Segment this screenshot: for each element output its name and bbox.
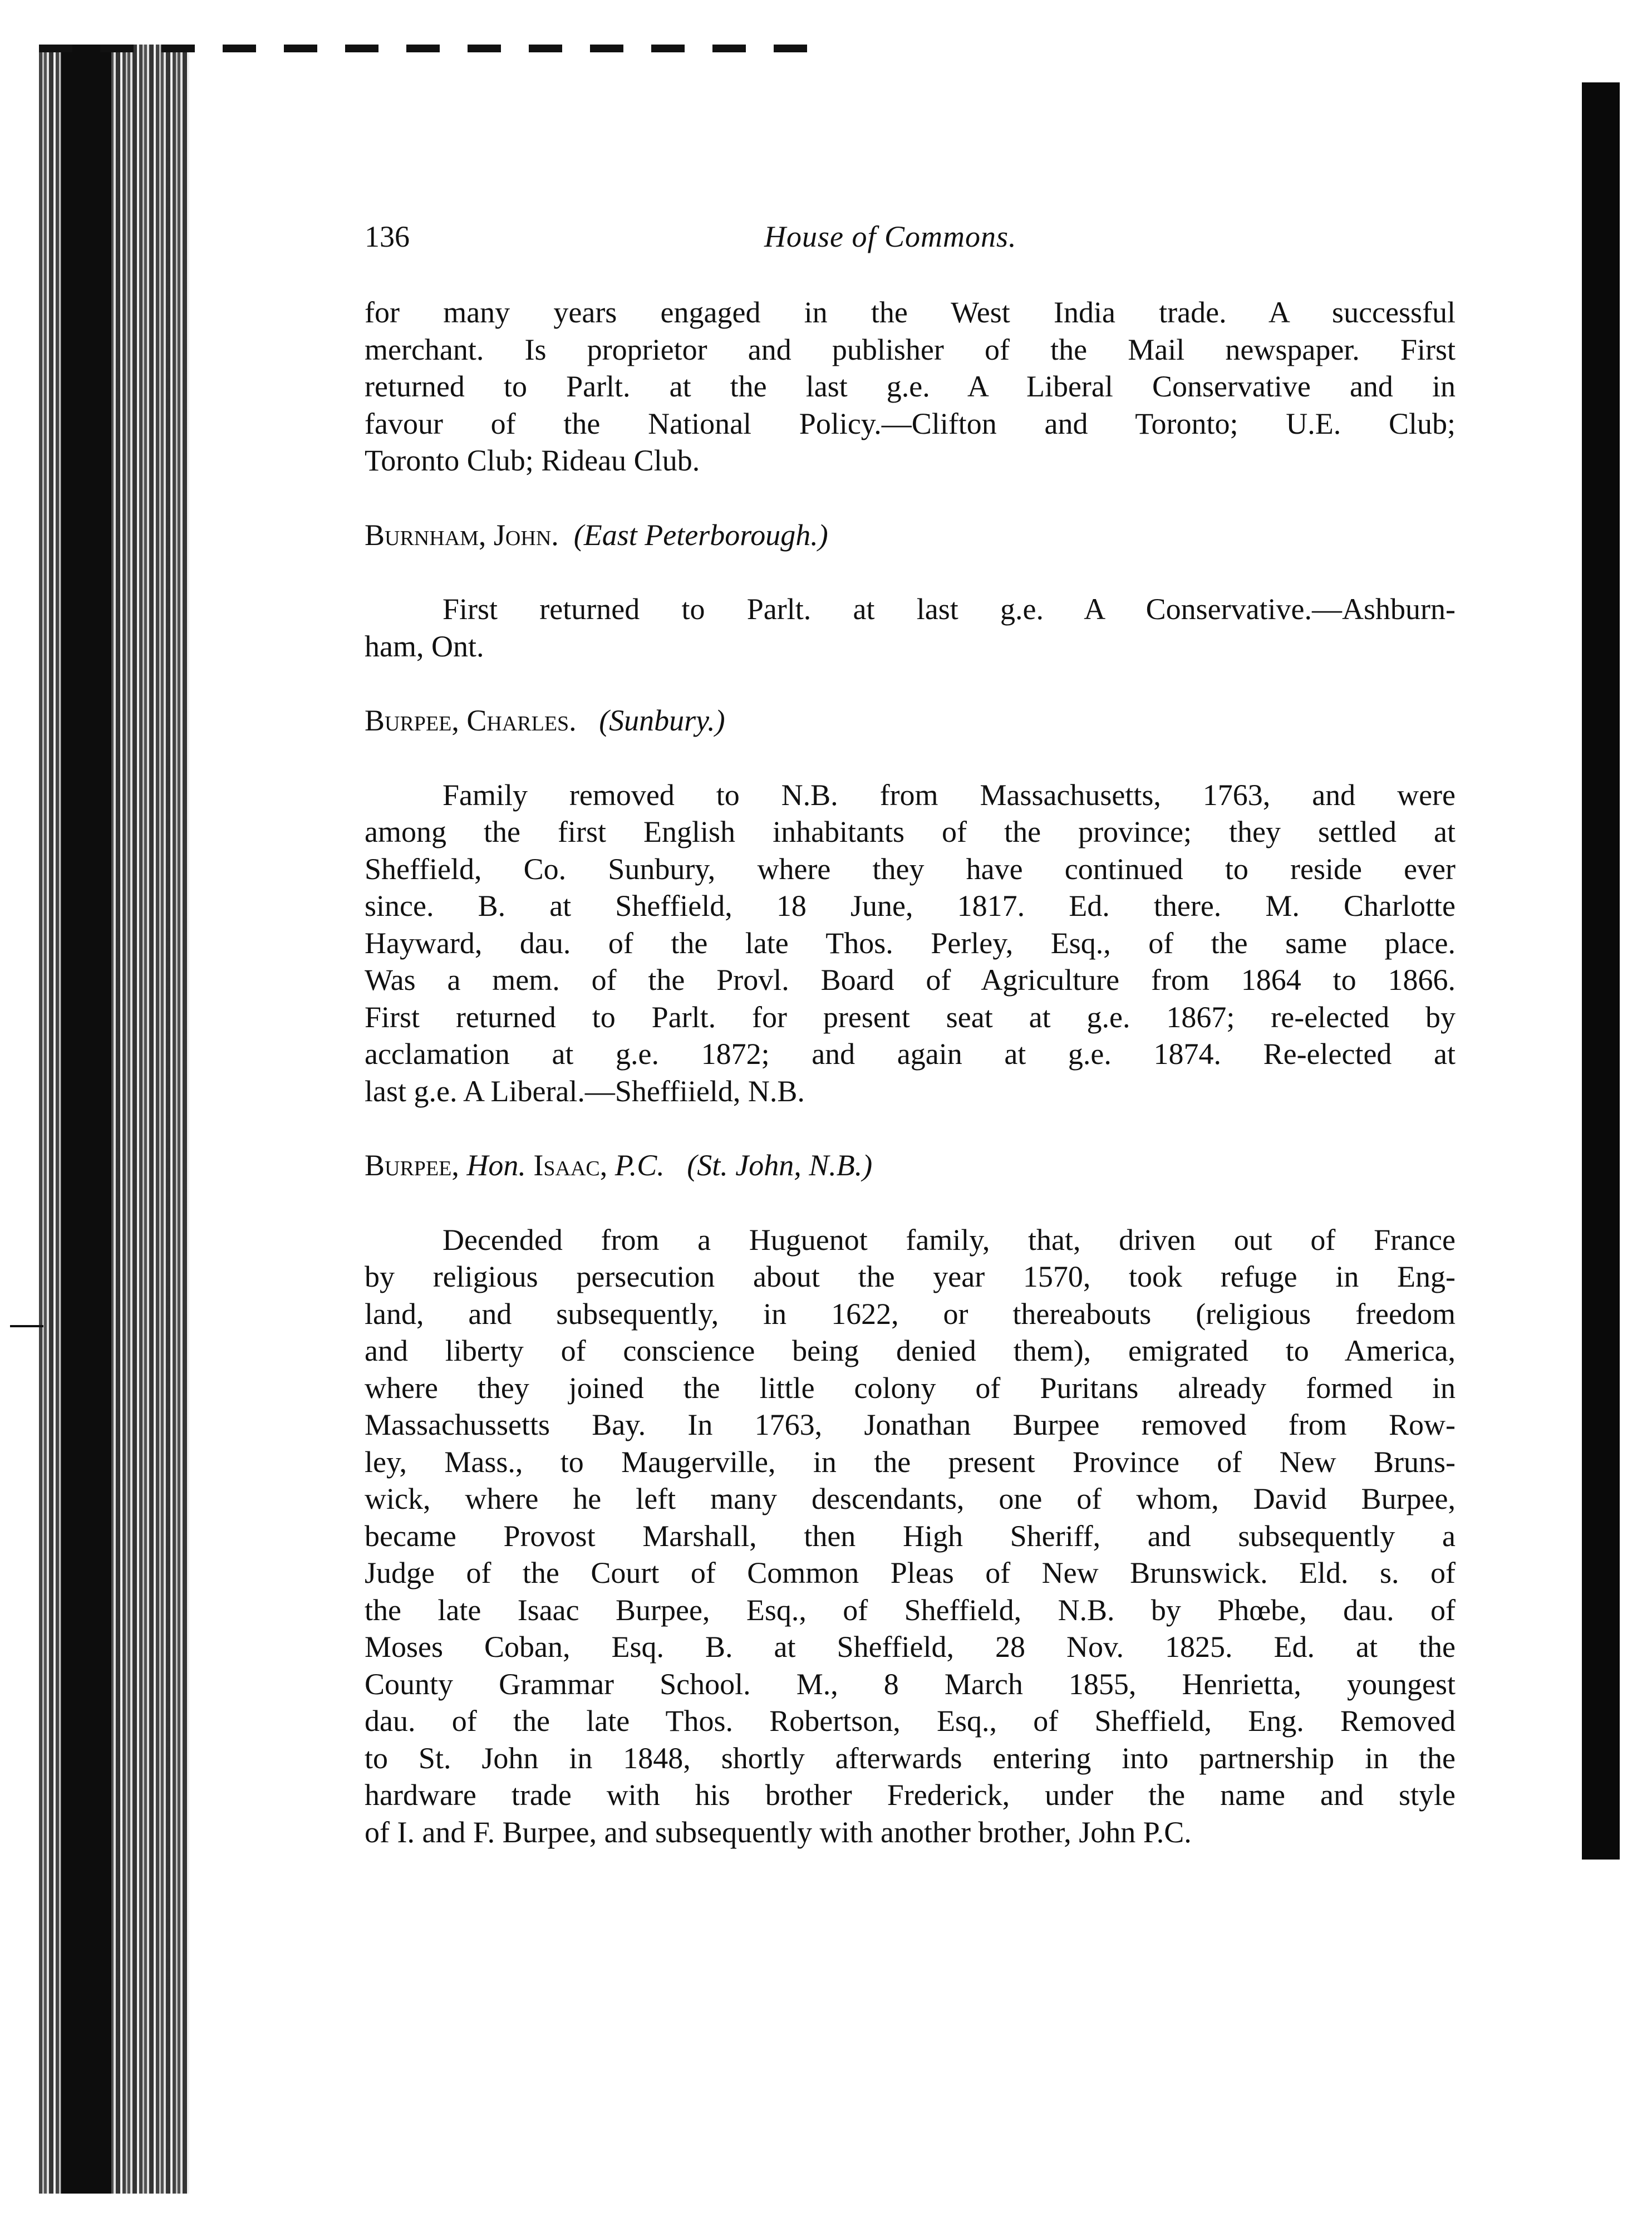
text-line: last g.e. A Liberal.—Sheffiield, N.B.: [365, 1074, 805, 1108]
scan-top-edge: [39, 45, 818, 52]
text-line: First returned to Parlt. at last g.e. A Conservative.—Ashburn-: [442, 592, 1456, 626]
text-line: Hayward, dau. of the late Thos. Perley, Esq., of the same place.: [365, 926, 1456, 960]
text-line: First returned to Parlt. for present seat at g.e. 1867; re-elected by: [365, 1000, 1456, 1034]
running-head: [365, 212, 1456, 262]
scan-binding-shadow: [61, 45, 111, 2194]
text-line: Massachussetts Bay. In 1763, Jonathan Burpee removed from Row-: [365, 1408, 1456, 1441]
text-line: dau. of the late Thos. Robertson, Esq., of Sheffield, Eng. Removed: [365, 1704, 1456, 1738]
text-line: Decended from a Huguenot family, that, driven out of France: [442, 1223, 1456, 1257]
scan-margin-mark: [10, 1325, 43, 1327]
member-title: P.C.: [614, 1149, 665, 1182]
entry-heading-burpee-isaac: [365, 1147, 1456, 1184]
text-line: the late Isaac Burpee, Esq., of Sheffield, N.B. by Phœbe, dau. of: [365, 1593, 1456, 1627]
scan-right-edge-bar: [1582, 82, 1620, 1860]
entry-heading-burpee-charles: [365, 702, 1456, 739]
text-line: since. B. at Sheffield, 18 June, 1817. Ed. there. M. Charlotte: [365, 889, 1456, 923]
text-line: to St. John in 1848, shortly afterwards entering into partnership in the: [365, 1741, 1456, 1775]
entry-continued: [365, 294, 1456, 479]
text-line: and liberty of conscience being denied them), emigrated to America,: [365, 1334, 1456, 1367]
text-line: of I. and F. Burpee, and subsequently with another brother, John P.C.: [365, 1815, 1192, 1849]
text-line: wick, where he left many descendants, one of whom, David Burpee,: [365, 1482, 1456, 1515]
member-surname: Burpee,: [365, 1149, 459, 1182]
text-line: became Provost Marshall, then High Sheriff, and subsequently a: [365, 1519, 1456, 1553]
text-line: among the first English inhabitants of the province; they settled at: [365, 815, 1456, 848]
text-line: ley, Mass., to Maugerville, in the present Province of New Bruns-: [365, 1445, 1456, 1479]
text-line: Family removed to N.B. from Massachusetts, 1763, and were: [442, 778, 1456, 812]
member-constituency: (Sunbury.): [599, 704, 725, 737]
member-given-name: John.: [493, 518, 559, 552]
page-title: House of Commons.: [764, 220, 1017, 253]
text-line: ham, Ont.: [365, 629, 484, 663]
member-honorific: Hon.: [466, 1149, 526, 1182]
entry-heading-burnham: [365, 517, 1456, 554]
text-line: Judge of the Court of Common Pleas of New Brunswick. Eld. s. of: [365, 1556, 1456, 1590]
entry-burpee-charles: [365, 777, 1456, 1110]
member-surname: Burpee,: [365, 704, 459, 737]
text-line: hardware trade with his brother Frederick, under the name and style: [365, 1778, 1456, 1812]
text-line: by religious persecution about the year 1570, took refuge in Eng-: [365, 1260, 1456, 1293]
text-line: for many years engaged in the West India trade. A successful: [365, 296, 1456, 329]
member-given-name: Isaac,: [533, 1149, 608, 1182]
member-given-name: Charles.: [466, 704, 577, 737]
text-line: merchant. Is proprietor and publisher of the Mail newspaper. First: [365, 332, 1456, 366]
entry-burnham: [365, 591, 1456, 665]
text-line: Moses Coban, Esq. B. at Sheffield, 28 Nov. 1825. Ed. at the: [365, 1630, 1456, 1664]
text-line: acclamation at g.e. 1872; and again at g.e. 1874. Re-elected at: [365, 1037, 1456, 1071]
text-line: Toronto Club; Rideau Club.: [365, 444, 700, 477]
member-constituency: (East Peterborough.): [573, 518, 828, 552]
member-surname: Burnham,: [365, 518, 486, 552]
text-line: favour of the National Policy.—Clifton and Toronto; U.E. Club;: [365, 406, 1456, 440]
text-line: Was a mem. of the Provl. Board of Agriculture from 1864 to 1866.: [365, 963, 1456, 997]
text-line: land, and subsequently, in 1622, or thereabouts (religious freedom: [365, 1297, 1456, 1331]
text-line: where they joined the little colony of Puritans already formed in: [365, 1371, 1456, 1405]
page-number: 136: [365, 220, 410, 253]
text-line: County Grammar School. M., 8 March 1855, Henrietta, youngest: [365, 1667, 1456, 1701]
text-line: Sheffield, Co. Sunbury, where they have continued to reside ever: [365, 852, 1456, 886]
text-line: returned to Parlt. at the last g.e. A Liberal Conservative and in: [365, 370, 1456, 403]
entry-burpee-isaac: [365, 1221, 1456, 1851]
book-page: [365, 212, 1456, 1851]
member-constituency: (St. John, N.B.): [687, 1149, 873, 1182]
